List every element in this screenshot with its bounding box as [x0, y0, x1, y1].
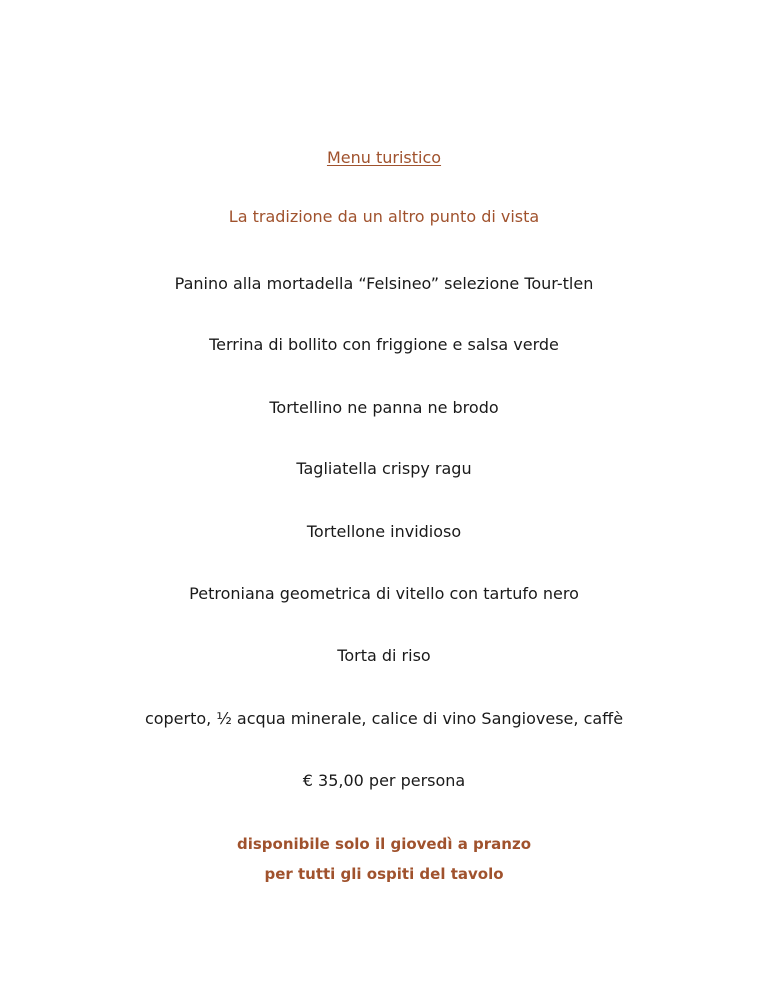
price: € 35,00 per persona	[302, 771, 466, 790]
course-item: Tortellino ne panna ne brodo	[269, 398, 499, 417]
course-item: Petroniana geometrica di vitello con tartufo nero	[189, 584, 579, 603]
course-item: Tagliatella crispy ragu	[296, 459, 472, 478]
course-item: Panino alla mortadella “Felsineo” selezione Tour-tlen	[174, 274, 594, 293]
course-item: Terrina di bollito con friggione e salsa verde	[209, 335, 559, 354]
included-items: coperto, ½ acqua minerale, calice di vino Sangiovese, caffè	[144, 709, 624, 728]
course-item: Tortellone invidioso	[306, 522, 462, 541]
availability-note: disponibile solo il giovedì a pranzo	[236, 835, 532, 853]
table-condition-note: per tutti gli ospiti del tavolo	[264, 865, 504, 883]
course-item: Torta di riso	[337, 646, 431, 665]
menu-title: Menu turistico	[326, 148, 442, 167]
menu-subtitle: La tradizione da un altro punto di vista	[228, 207, 540, 226]
